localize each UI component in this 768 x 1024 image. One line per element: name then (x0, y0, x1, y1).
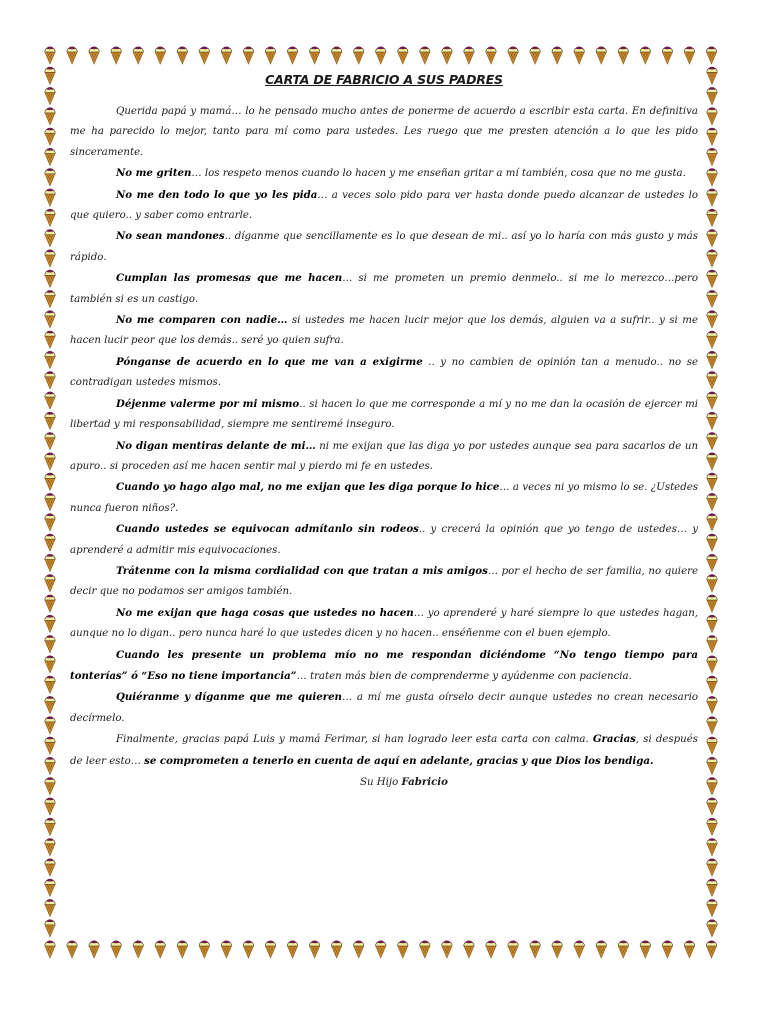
ice-cream-cone-icon (707, 148, 717, 166)
ice-cream-cone-icon (199, 47, 209, 65)
ice-cream-cone-icon (45, 493, 55, 511)
ice-cream-cone-icon (45, 148, 55, 166)
ice-cream-cone-icon (552, 47, 562, 65)
bold-phrase: Pónganse de acuerdo en lo que me van a exigirme (116, 355, 423, 368)
ice-cream-cone-icon (287, 941, 297, 959)
bold-phrase: No me comparen con nadie… (116, 314, 288, 327)
ice-cream-cone-icon (45, 676, 55, 694)
ice-cream-cone-icon (707, 615, 717, 633)
ice-cream-cone-icon (45, 473, 55, 491)
letter-paragraph (70, 436, 698, 478)
ice-cream-cone-icon (45, 432, 55, 450)
ice-cream-cone-icon (45, 371, 55, 389)
ice-cream-cone-icon (707, 290, 717, 308)
letter-paragraph (70, 268, 698, 310)
ice-cream-cone-icon (707, 777, 717, 795)
ice-cream-cone-icon (684, 47, 694, 65)
ice-cream-cone-icon (707, 310, 717, 328)
letter-paragraph (70, 102, 698, 163)
ice-cream-cone-icon (45, 168, 55, 186)
ice-cream-cone-icon (707, 453, 717, 471)
ice-cream-cone-icon (45, 412, 55, 430)
ice-cream-cone-icon (596, 941, 606, 959)
ice-cream-cone-icon (640, 47, 650, 65)
ice-cream-cone-icon (45, 209, 55, 227)
ice-cream-cone-icon (354, 47, 364, 65)
ice-cream-cone-icon (45, 453, 55, 471)
ice-cream-cone-icon (707, 818, 717, 836)
ice-cream-cone-icon (45, 513, 55, 531)
letter (70, 70, 698, 793)
ice-cream-cone-icon (707, 209, 717, 227)
ice-cream-cone-icon (309, 941, 319, 959)
ice-cream-cone-icon (45, 656, 55, 674)
letter-paragraph (70, 603, 698, 645)
ice-cream-cone-icon (707, 696, 717, 714)
signature-prefix: Su Hijo (360, 777, 402, 788)
letter-signature (70, 772, 698, 793)
ice-cream-cone-icon (707, 554, 717, 572)
text-span: … por el hecho de ser familia, no quiere decir que no podamos ser amigos también. (70, 565, 698, 598)
ice-cream-cone-icon (177, 47, 187, 65)
text-span: … traten más bien de comprenderme y ayúdenme con paciencia. (296, 670, 632, 682)
ice-cream-cone-icon (45, 87, 55, 105)
ice-cream-cone-icon (45, 879, 55, 897)
text-span: … si me prometen un premio denmelo.. si me lo merezco…pero también si es un castigo. (70, 273, 698, 305)
bold-phrase: Cumplan las promesas que me hacen (116, 272, 343, 285)
ice-cream-cone-icon (287, 47, 297, 65)
letter-paragraph (70, 185, 698, 227)
ice-cream-cone-icon (45, 310, 55, 328)
text-span: Finalmente, gracias papá Luis y mamá Ferimar, si han logrado leer esta carta con calma. (116, 734, 593, 746)
ice-cream-cone-icon (45, 818, 55, 836)
ice-cream-cone-icon (45, 859, 55, 877)
ice-cream-cone-icon (45, 229, 55, 247)
ice-cream-cone-icon (45, 941, 55, 959)
ice-cream-cone-icon (707, 412, 717, 430)
ice-cream-cone-icon (707, 676, 717, 694)
letter-paragraph (70, 310, 698, 352)
ice-cream-cone-icon (45, 554, 55, 572)
ice-cream-cone-icon (45, 696, 55, 714)
text-span: .. si hacen lo que me corresponde a mí y no me dan la ocasión de ejercer mi libertad y mi responsabilidad, siempre me sentiremé inseguro. (70, 398, 699, 431)
ice-cream-cone-icon (486, 941, 496, 959)
ice-cream-cone-icon (45, 716, 55, 734)
text-span: … a veces ni yo mismo lo se. ¿Ustedes nunca fueron niños?. (70, 482, 698, 514)
ice-cream-cone-icon (707, 351, 717, 369)
ice-cream-cone-icon (45, 67, 55, 85)
ice-cream-cone-icon (309, 47, 319, 65)
ice-cream-cone-icon (707, 919, 717, 937)
ice-cream-cone-icon (45, 595, 55, 613)
ice-cream-cone-icon (596, 47, 606, 65)
ice-cream-cone-icon (45, 189, 55, 207)
ice-cream-cone-icon (486, 47, 496, 65)
bold-phrase: No sean mandones (116, 230, 225, 243)
letter-paragraph (70, 226, 698, 268)
bold-phrase: Cuando ustedes se equivocan admítanlo sin rodeos (116, 523, 419, 536)
text-span: … yo aprenderé y haré siempre lo que ustedes hagan, aunque no lo digan.. pero nunca haré lo que ustedes dicen y no hacen.. enséñenme con el buen ejemplo. (70, 607, 698, 640)
letter-paragraph (70, 394, 698, 436)
ice-cream-cone-icon (706, 47, 716, 65)
ice-cream-cone-icon (707, 838, 717, 856)
ice-cream-cone-icon (707, 229, 717, 247)
letter-paragraph (70, 687, 698, 729)
ice-cream-cone-icon (331, 941, 341, 959)
ice-cream-cone-icon (707, 656, 717, 674)
text-span: … a mí me gusta oírselo decir aunque ustedes no crean necesario decírmelo. (70, 692, 698, 724)
ice-cream-cone-icon (707, 432, 717, 450)
ice-cream-cone-icon (133, 941, 143, 959)
ice-cream-cone-icon (354, 941, 364, 959)
letter-paragraph (70, 163, 698, 184)
ice-cream-cone-icon (45, 128, 55, 146)
text-span: , si después de leer esto… (70, 734, 698, 767)
ice-cream-cone-icon (45, 331, 55, 349)
ice-cream-cone-icon (45, 919, 55, 937)
ice-cream-cone-icon (45, 737, 55, 755)
ice-cream-cone-icon (508, 941, 518, 959)
ice-cream-cone-icon (707, 250, 717, 268)
letter-paragraph (70, 477, 698, 519)
ice-cream-cone-icon (707, 859, 717, 877)
ice-cream-cone-icon (45, 250, 55, 268)
ice-cream-cone-icon (508, 47, 518, 65)
letter-paragraph (70, 519, 698, 561)
text-span: si ustedes me hacen lucir mejor que los demás, alguien va a sufrir.. y si me hacen lucir peor que los demás.. seré yo quien sufra. (70, 315, 698, 347)
ice-cream-cone-icon (707, 473, 717, 491)
bold-phrase: Cuando les presente un problema mío no me respondan diciéndome “No tengo tiempo para tonterías” ó “Eso no tiene importancia” (70, 648, 698, 682)
ice-cream-cone-icon (574, 941, 584, 959)
ice-cream-cone-icon (376, 47, 386, 65)
ice-cream-cone-icon (574, 47, 584, 65)
ice-cream-cone-icon (45, 635, 55, 653)
text-span: Querida papá y mamá… lo he pensado mucho antes de ponerme de acuerdo a escribir esta carta. En definitiva me ha parecido lo mejor, tanto para mí como para ustedes. Les ruego que me presten atención a lo que les pido sinceramente. (70, 106, 698, 158)
ice-cream-cone-icon (111, 941, 121, 959)
ice-cream-cone-icon (618, 941, 628, 959)
text-span: … los respeto menos cuando lo hacen y me enseñan gritar a mí también, cosa que no me gusta. (191, 168, 686, 180)
ice-cream-cone-icon (398, 941, 408, 959)
ice-cream-cone-icon (707, 757, 717, 775)
ice-cream-cone-icon (530, 47, 540, 65)
ice-cream-cone-icon (45, 899, 55, 917)
ice-cream-cone-icon (552, 941, 562, 959)
ice-cream-cone-icon (45, 838, 55, 856)
text-span: .. díganme que sencillamente es lo que desean de mi.. así yo lo haría con más gusto y más rápido. (70, 231, 698, 263)
ice-cream-cone-icon (111, 47, 121, 65)
bold-phrase: No me den todo lo que yo les pida (116, 188, 318, 201)
text-span: .. y crecerá la opinión que yo tengo de ustedes… y aprenderé a admitir mis equivocaciones. (70, 524, 698, 556)
ice-cream-cone-icon (464, 941, 474, 959)
ice-cream-cone-icon (707, 67, 717, 85)
ice-cream-cone-icon (177, 941, 187, 959)
ice-cream-cone-icon (45, 270, 55, 288)
ice-cream-cone-icon (265, 47, 275, 65)
bold-phrase: Déjenme valerme por mi mismo (116, 397, 300, 410)
bold-phrase: No digan mentiras delante de mi… (116, 439, 316, 452)
ice-cream-cone-icon (199, 941, 209, 959)
ice-cream-cone-icon (707, 189, 717, 207)
ice-cream-cone-icon (45, 534, 55, 552)
letter-body (70, 102, 698, 772)
ice-cream-cone-icon (376, 941, 386, 959)
ice-cream-cone-icon (45, 777, 55, 795)
ice-cream-cone-icon (707, 270, 717, 288)
ice-cream-cone-icon (45, 290, 55, 308)
ice-cream-cone-icon (707, 879, 717, 897)
ice-cream-cone-icon (420, 941, 430, 959)
ice-cream-cone-icon (706, 941, 716, 959)
ice-cream-cone-icon (45, 615, 55, 633)
ice-cream-cone-icon (331, 47, 341, 65)
letter-title: CARTA DE FABRICIO A SUS PADRES (265, 72, 503, 87)
bold-phrase: Trátenme con la misma cordialidad con que tratan a mis amigos (116, 564, 488, 577)
ice-cream-cone-icon (45, 392, 55, 410)
ice-cream-cone-icon (707, 534, 717, 552)
ice-cream-cone-icon (707, 635, 717, 653)
ice-cream-cone-icon (67, 47, 77, 65)
ice-cream-cone-icon (707, 168, 717, 186)
ice-cream-cone-icon (707, 87, 717, 105)
letter-paragraph (70, 352, 698, 394)
ice-cream-cone-icon (707, 392, 717, 410)
ice-cream-cone-icon (45, 107, 55, 125)
ice-cream-cone-icon (640, 941, 650, 959)
ice-cream-cone-icon (45, 757, 55, 775)
ice-cream-cone-icon (155, 47, 165, 65)
ice-cream-cone-icon (707, 798, 717, 816)
ice-cream-cone-icon (442, 941, 452, 959)
letter-paragraph (70, 645, 698, 688)
ice-cream-cone-icon (420, 47, 430, 65)
ice-cream-cone-icon (707, 331, 717, 349)
letter-paragraph (70, 561, 698, 603)
ice-cream-cone-icon (45, 798, 55, 816)
ice-cream-cone-icon (464, 47, 474, 65)
ice-cream-cone-icon (221, 941, 231, 959)
ice-cream-cone-icon (442, 47, 452, 65)
bold-phrase: No me exijan que haga cosas que ustedes no hacen (116, 606, 414, 619)
bold-phrase: Cuando yo hago algo mal, no me exijan que les diga porque lo hice (116, 481, 500, 494)
ice-cream-cone-icon (662, 941, 672, 959)
bold-phrase: se comprometen a tenerlo en cuenta de aquí en adelante, gracias y que Dios los bendiga. (144, 754, 654, 767)
ice-cream-cone-icon (707, 107, 717, 125)
ice-cream-cone-icon (265, 941, 275, 959)
text-span: … a veces solo pido para ver hasta donde puedo alcanzar de ustedes lo que quiero.. y saber como entrarle. (70, 189, 698, 222)
ice-cream-cone-icon (707, 899, 717, 917)
signature-name: Fabricio (401, 776, 448, 788)
ice-cream-cone-icon (243, 47, 253, 65)
ice-cream-cone-icon (45, 351, 55, 369)
ice-cream-cone-icon (398, 47, 408, 65)
ice-cream-cone-icon (530, 941, 540, 959)
ice-cream-cone-icon (89, 941, 99, 959)
ice-cream-cone-icon (89, 47, 99, 65)
ice-cream-cone-icon (707, 493, 717, 511)
text-span: ni me exijan que las diga yo por ustedes aunque sea para sacarlos de un apuro.. si proceden así me hacen sentir mal y pierdo mi fe en ustedes. (70, 440, 698, 472)
ice-cream-cone-icon (45, 574, 55, 592)
bold-phrase: Quiéranme y díganme que me quieren (116, 691, 342, 704)
ice-cream-cone-icon (707, 513, 717, 531)
ice-cream-cone-icon (133, 47, 143, 65)
ice-cream-cone-icon (662, 47, 672, 65)
ice-cream-cone-icon (45, 47, 55, 65)
ice-cream-cone-icon (243, 941, 253, 959)
ice-cream-cone-icon (707, 737, 717, 755)
ice-cream-cone-icon (707, 371, 717, 389)
ice-cream-cone-icon (155, 941, 165, 959)
ice-cream-cone-icon (707, 595, 717, 613)
letter-paragraph (70, 729, 698, 772)
text-span: .. y no cambien de opinión tan a menudo.. no se contradigan ustedes mismos. (70, 356, 699, 389)
ice-cream-cone-icon (707, 574, 717, 592)
ice-cream-cone-icon (684, 941, 694, 959)
bold-phrase: No me griten (116, 167, 192, 180)
ice-cream-cone-icon (707, 716, 717, 734)
ice-cream-cone-icon (707, 128, 717, 146)
ice-cream-cone-icon (618, 47, 628, 65)
ice-cream-cone-icon (221, 47, 231, 65)
ice-cream-cone-icon (67, 941, 77, 959)
bold-phrase: Gracias (592, 733, 636, 746)
